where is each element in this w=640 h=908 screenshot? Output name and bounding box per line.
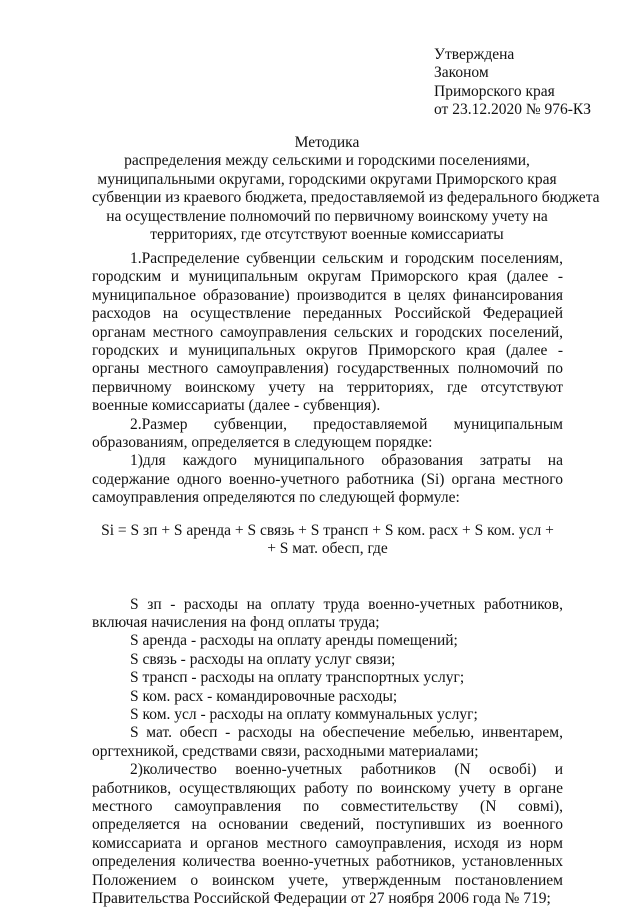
spacer: [92, 559, 563, 596]
paragraph-2-2: 2)количество военно-учетных работников (N освобi) и работников, осуществляющих работу по воинскому учету в органе местного самоуправления по совместительству (N совмi), определяется на основании сведений, поступивших из военного комиссариата и органов местного самоуправления, исходя из норм определения количества военно-учетных работников, установленных Положением о воинском учете, утвержденным постановлением Правительства Российской Федерации от 27 ноября 2006 года № 719;: [92, 761, 563, 907]
paragraph-2-1: 1)для каждого муниципального образования затраты на содержание одного военно-учетного работника (Si) органа местного самоуправления определяются по следующей формуле:: [92, 452, 563, 507]
paragraph-1: 1.Распределение субвенции сельским и городским поселениям, городским и муниципальным округам Приморского края (далее - муниципальное образование) производится в целях финансирования расходов на осуществление переданных Российской Федерацией органам местного самоуправления сельских и городских поселений, городских и муниципальных округов Приморского края (далее - органы местного самоуправления) государственных полномочий по первичному воинскому учету на территориях, где отсутствуют военные комиссариаты (далее - субвенция).: [92, 250, 563, 415]
approval-line-4: от 23.12.2020 № 976-КЗ: [434, 101, 591, 119]
definition-s-kom-rash: S ком. расх - командировочные расходы;: [130, 687, 398, 705]
document-body: [92, 250, 563, 908]
approval-stamp: [434, 46, 634, 120]
title-line-2: муниципальными округами, городскими округами Приморского края: [97, 170, 557, 188]
paragraph-2: 2.Размер субвенции, предоставляемой муниципальным образованиям, определяется в следующем порядке:: [92, 415, 563, 452]
definition-s-transp: S трансп - расходы на оплату транспортных услуг;: [130, 669, 465, 687]
title-heading: Методика: [294, 134, 360, 151]
title-line-1: распределения между сельскими и городскими поселениями,: [124, 152, 530, 170]
approval-line-2: Законом: [434, 64, 489, 82]
title-line-4: на осуществление полномочий по первичному воинскому учету на: [106, 207, 548, 225]
document-title: [92, 134, 600, 244]
definition-s-svyaz: S связь - расходы на оплату услуг связи;: [130, 650, 396, 668]
definition-s-arenda: S аренда - расходы на оплату аренды помещений;: [130, 632, 458, 650]
spacer: [92, 508, 563, 522]
title-line-5: территориях, где отсутствуют военные комиссариаты: [150, 226, 504, 244]
formula: [92, 522, 563, 559]
approval-line-3: Приморского края: [434, 82, 555, 100]
definition-s-zp: S зп - расходы на оплату труда военно-учетных работников, включая начисления на фонд оплаты труда;: [92, 595, 563, 631]
formula-line-2: + S мат. обесп, где: [267, 540, 388, 558]
definition-s-kom-usl: S ком. усл - расходы на оплату коммунальных услуг;: [130, 705, 478, 723]
formula-line-1: Si = S зп + S аренда + S связь + S трансп + S ком. расх + S ком. усл +: [101, 521, 554, 539]
definition-s-mat-obesp: S мат. обесп - расходы на обеспечение мебелью, инвентарем, оргтехникой, средствами связи, расходными материалами;: [92, 724, 563, 760]
approval-line-1: Утверждена: [434, 46, 515, 63]
title-line-3: субвенции из краевого бюджета, предоставляемой из федерального бюджета: [92, 189, 600, 207]
